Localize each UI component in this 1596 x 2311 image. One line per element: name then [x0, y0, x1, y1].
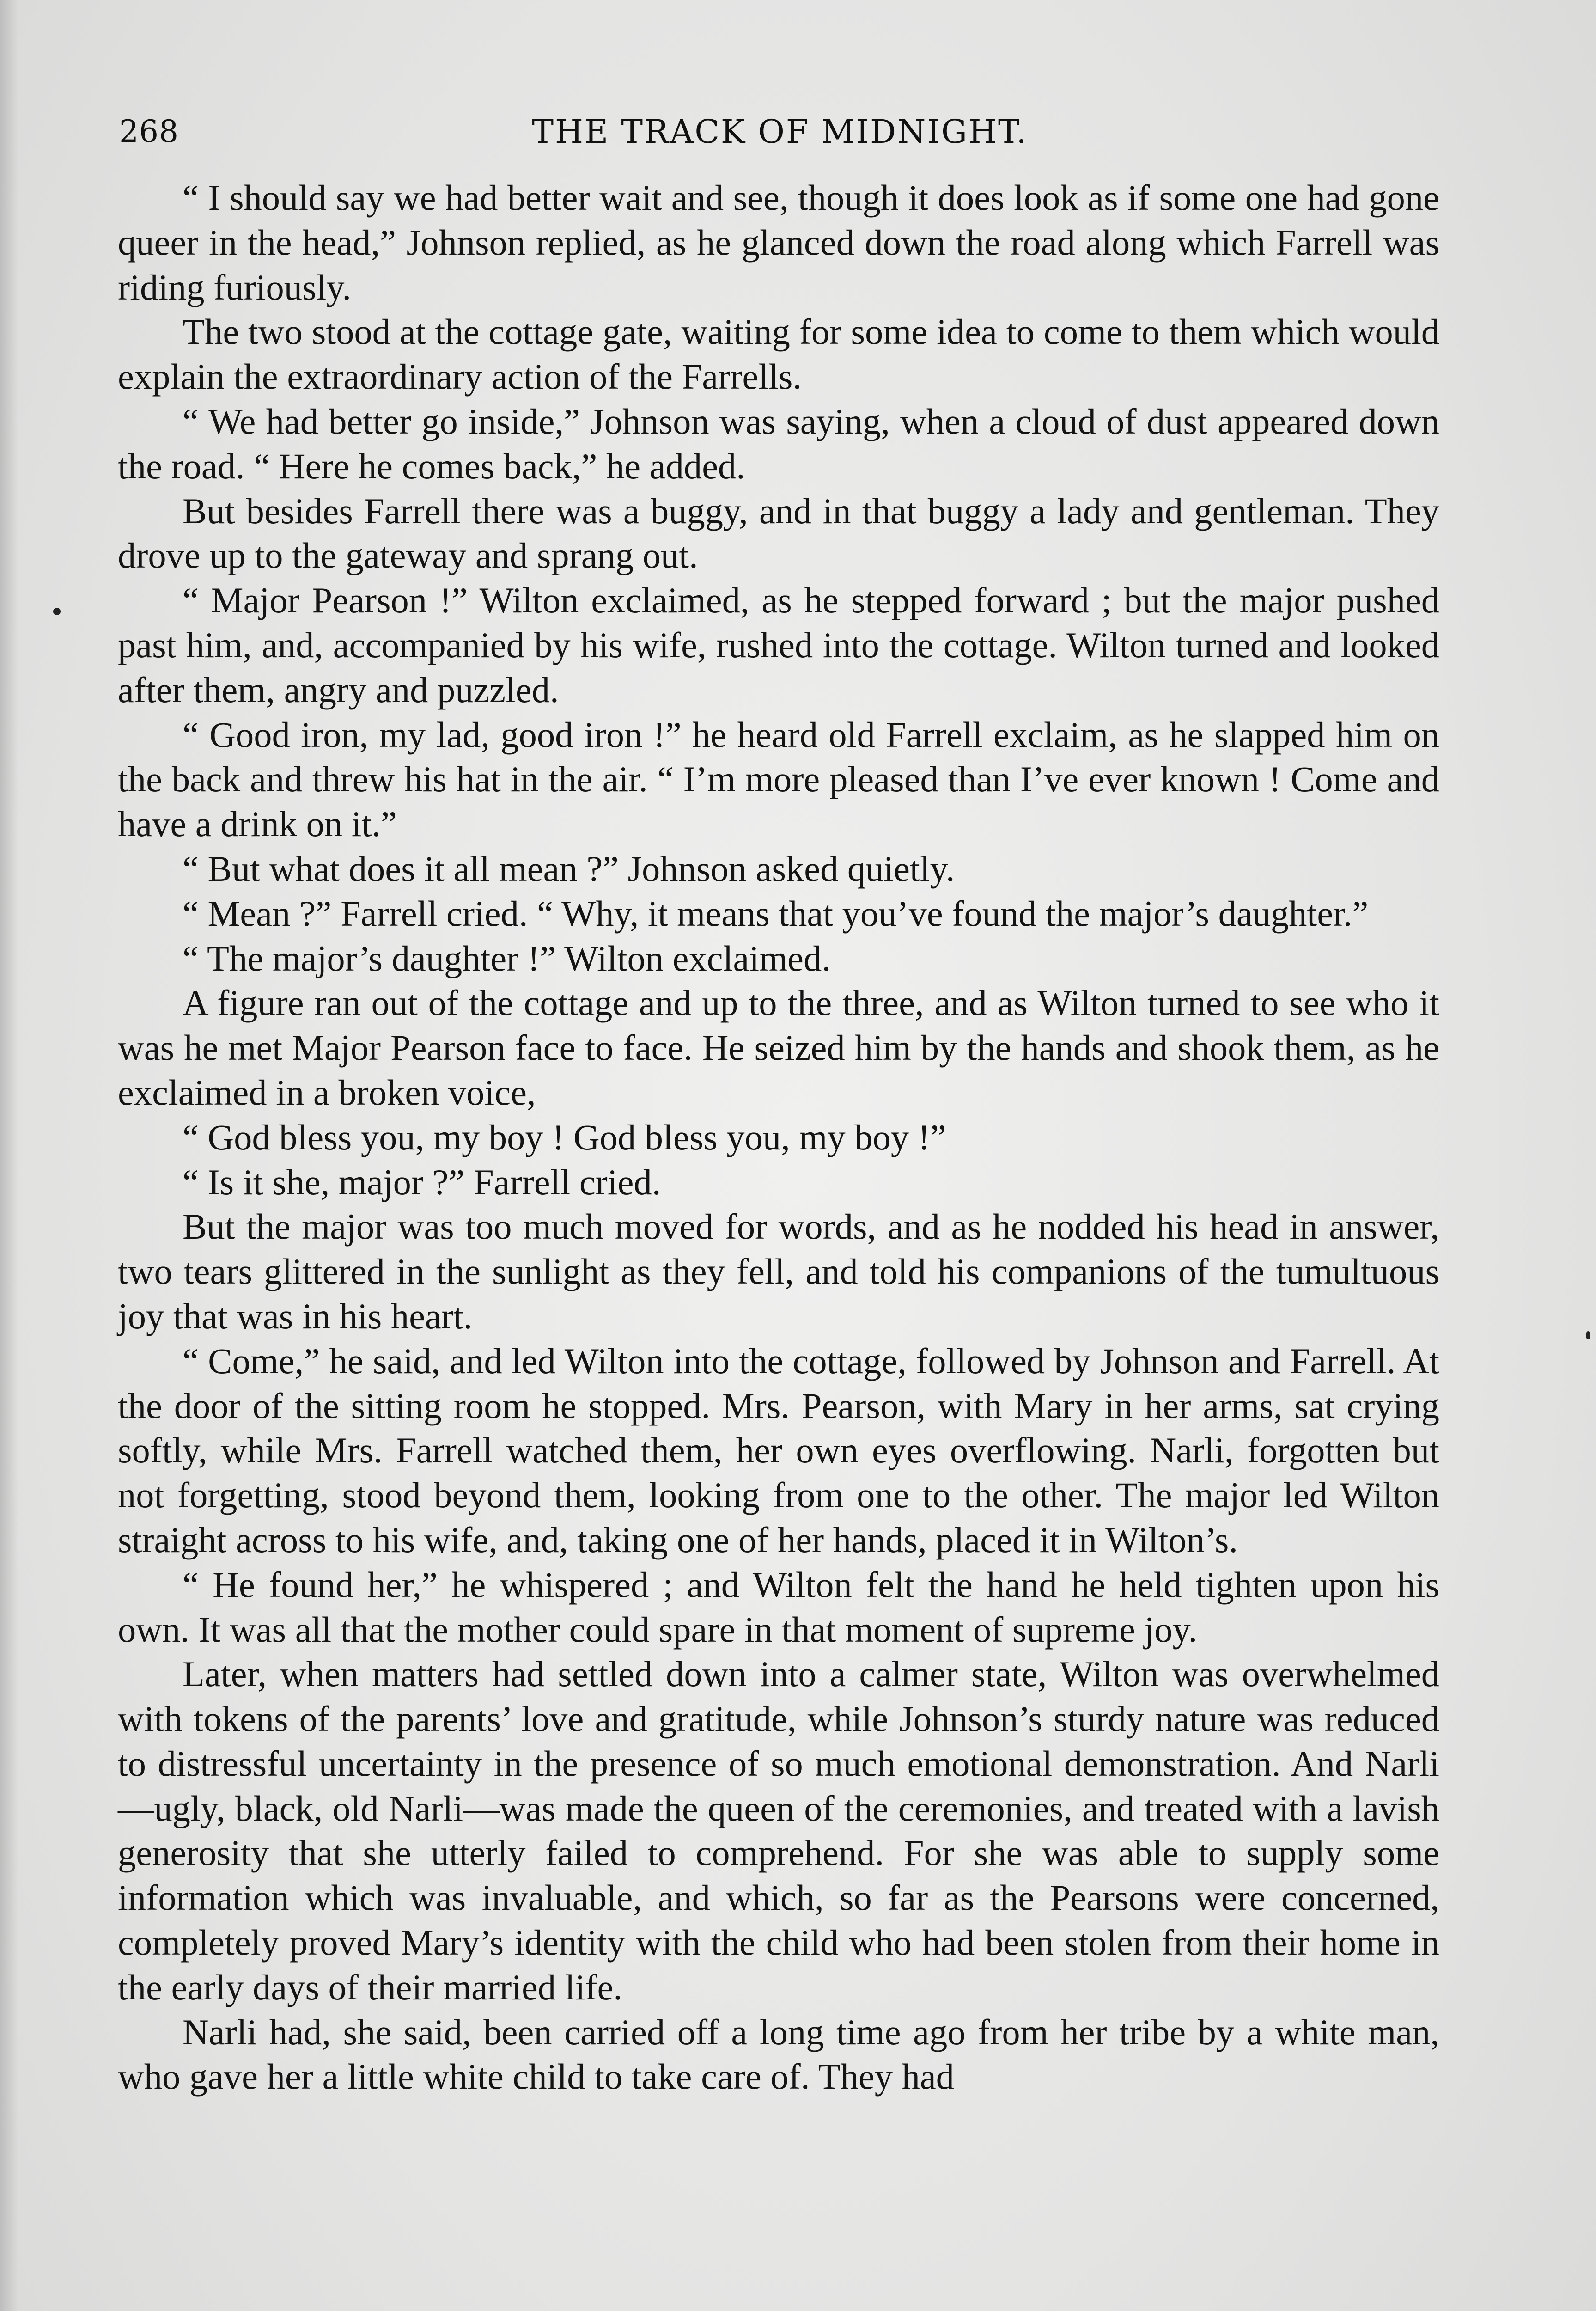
scan-shadow	[0, 0, 18, 2311]
print-speck	[53, 608, 61, 615]
print-speck	[1586, 1331, 1590, 1339]
page-header	[119, 106, 1441, 157]
paragraph: A figure ran out of the cottage and up to the three, and as Wilton turned to see who it was he met Major Pearson face to face. He seized him by the hands and shook them, as he exclaimed in a broken voice,	[118, 983, 1439, 1113]
paragraph: “ He found her,” he whispered ; and Wilton felt the hand he held tighten upon his own. It was all that the mother could spare in that moment of supreme joy.	[118, 1564, 1439, 1650]
paragraph: Narli had, she said, been carried off a long time ago from her tribe by a white man, who gave her a little white child to take care of. They had	[118, 2011, 1439, 2097]
paragraph: “ Mean ?” Farrell cried. “ Why, it means that you’ve found the major’s daughter.”	[183, 893, 1369, 934]
paragraph: “ Major Pearson !” Wilton exclaimed, as he stepped forward ; but the major pushed past him, and, accompanied by his wife, rushed into the cottage. Wilton turned and looked after them, angry and puzzled.	[118, 580, 1439, 710]
running-title: THE TRACK OF MIDNIGHT.	[532, 113, 1028, 151]
paragraph: Later, when matters had settled down into a calmer state, Wilton was overwhelmed with tokens of the parents’ love and gratitude, while Johnson’s sturdy nature was reduced to distressful uncertainty in the presence of so much emotional demonstration. And Narli—ugly, black, old Narli—was made the queen of the ceremonies, and treated with a lavish generosity that she utterly failed to comprehend. For she was able to supply some information which was invaluable, and which, so far as the Pearsons were concerned, completely proved Mary’s identity with the child who had been stolen from their home in the early days of their married life.	[118, 1654, 1439, 2007]
paragraph: “ God bless you, my boy ! God bless you, my boy !”	[183, 1117, 946, 1157]
page-number: 268	[119, 114, 179, 149]
paragraph: “ The major’s daughter !” Wilton exclaimed.	[183, 938, 831, 978]
paragraph: But the major was too much moved for words, and as he nodded his head in answer, two tears glittered in the sunlight as they fell, and told his companions of the tumultuous joy that was in his heart.	[118, 1206, 1439, 1336]
body-text	[118, 176, 1439, 2099]
paragraph: “ Is it she, major ?” Farrell cried.	[183, 1162, 661, 1202]
paragraph: But besides Farrell there was a buggy, and in that buggy a lady and gentleman. They drove up to the gateway and sprang out.	[118, 490, 1439, 576]
paragraph: “ But what does it all mean ?” Johnson asked quietly.	[183, 848, 955, 889]
paragraph: The two stood at the cottage gate, waiting for some idea to come to them which would explain the extraordinary action of the Farrells.	[118, 312, 1439, 397]
paragraph: “ I should say we had better wait and see, though it does look as if some one had gone queer in the head,” Johnson replied, as he glanced down the road along which Farrell was riding furiously.	[118, 177, 1439, 307]
paragraph: “ Good iron, my lad, good iron !” he heard old Farrell exclaim, as he slapped him on the back and threw his hat in the air. “ I’m more pleased than I’ve ever known ! Come and have a drink on it.”	[118, 714, 1439, 844]
paragraph: “ Come,” he said, and led Wilton into the cottage, followed by Johnson and Farrell. At the door of the sitting room he stopped. Mrs. Pearson, with Mary in her arms, sat crying softly, while Mrs. Farrell watched them, her own eyes overflowing. Narli, forgotten but not forgetting, stood beyond them, looking from one to the other. The major led Wilton straight across to his wife, and, taking one of her hands, placed it in Wilton’s.	[118, 1340, 1439, 1560]
paragraph: “ We had better go inside,” Johnson was saying, when a cloud of dust appeared down the road. “ Here he comes back,” he added.	[118, 401, 1439, 486]
